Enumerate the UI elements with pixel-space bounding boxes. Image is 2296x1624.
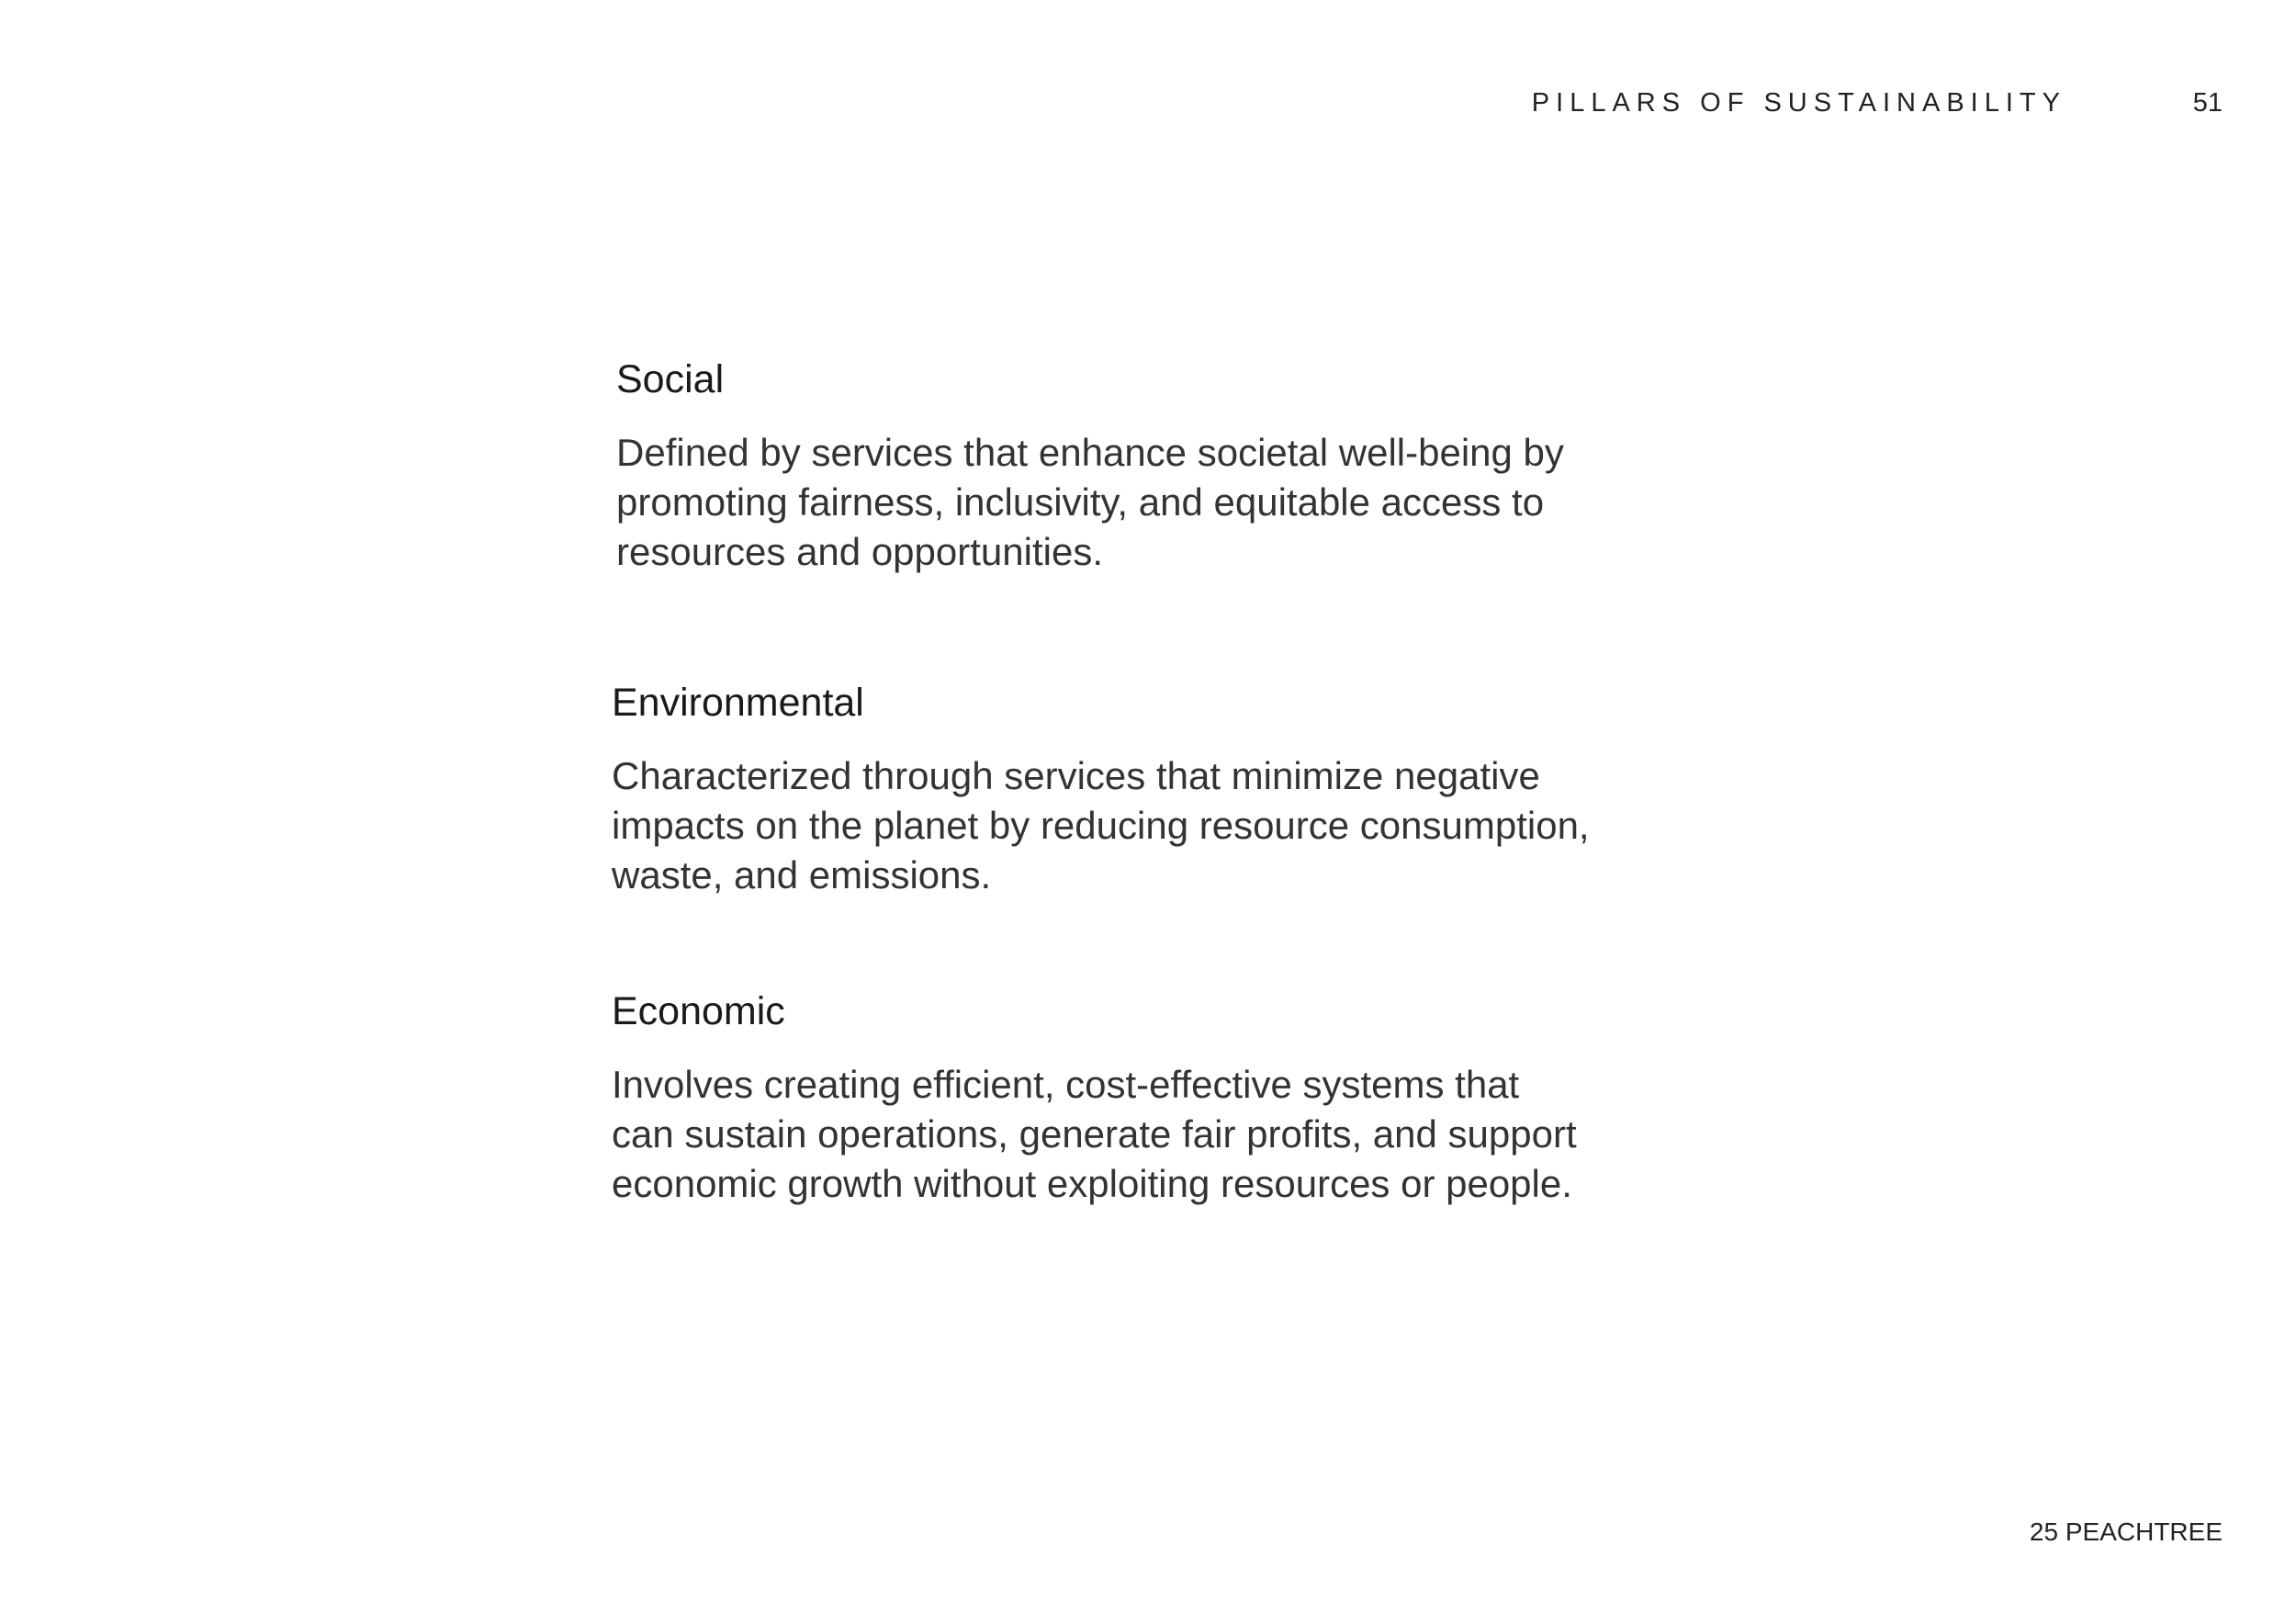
section-title: PILLARS OF SUSTAINABILITY	[1531, 88, 2066, 118]
description-line: Involves creating efficient, cost-effective systems that	[612, 1063, 1520, 1106]
pillar-heading-economic: Economic	[612, 989, 785, 1033]
description-line: can sustain operations, generate fair profits, and support	[612, 1112, 1577, 1156]
pillar-description-environmental	[612, 751, 1622, 900]
pillar-heading-environmental: Environmental	[612, 681, 864, 725]
page-number: 51	[2192, 88, 2223, 118]
description-line: impacts on the planet by reducing resource consumption,	[612, 804, 1590, 847]
description-line: promoting fairness, inclusivity, and equitable access to	[616, 480, 1545, 524]
pillar-description-social	[616, 428, 1626, 577]
pillar-description-economic	[612, 1060, 1622, 1209]
pillar-social	[616, 355, 1626, 577]
description-line: waste, and emissions.	[612, 853, 992, 897]
pillar-heading-social: Social	[616, 357, 725, 401]
description-line: economic growth without exploiting resources or people.	[612, 1162, 1572, 1205]
footer-project-label: 25 PEACHTREE	[2029, 1517, 2223, 1546]
description-line: Defined by services that enhance societal well-being by	[616, 431, 1564, 474]
pillar-environmental	[612, 678, 1622, 900]
pillar-economic	[612, 987, 1622, 1209]
description-line: Characterized through services that minimize negative	[612, 754, 1540, 797]
description-line: resources and opportunities.	[616, 530, 1103, 573]
